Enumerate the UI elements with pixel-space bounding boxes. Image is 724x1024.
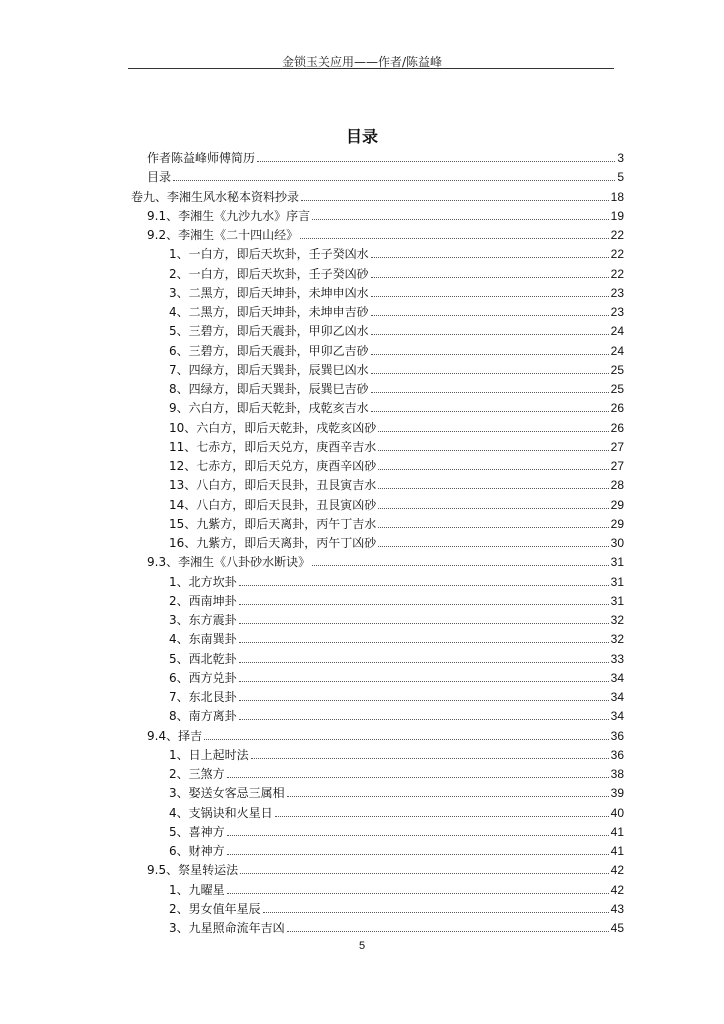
toc-dot-leader <box>371 354 609 355</box>
toc-entry-page: 23 <box>610 285 624 300</box>
toc-entry-title: 3、娶送女客忌三属相 <box>169 786 285 801</box>
toc-entry-page: 18 <box>610 189 624 204</box>
toc-entry-title: 2、西南坤卦 <box>169 593 237 608</box>
toc-entry-title: 8、四绿方，即后天巽卦，辰巽巳吉砂 <box>169 382 369 396</box>
toc-entry-page: 41 <box>610 824 624 839</box>
toc-entry[interactable] <box>169 302 624 320</box>
toc-dot-leader <box>371 315 609 316</box>
toc-entry[interactable] <box>169 610 624 628</box>
toc-entry[interactable] <box>169 418 624 436</box>
toc-dot-leader <box>287 796 609 797</box>
toc-entry-page: 27 <box>610 459 624 473</box>
toc-entry-page: 45 <box>610 921 624 935</box>
toc-dot-leader <box>227 854 609 855</box>
toc-dot-leader <box>239 662 609 663</box>
toc-entry-title: 6、西方兑卦 <box>169 670 237 685</box>
toc-entry[interactable] <box>169 398 624 416</box>
toc-entry-title: 3、东方震卦 <box>169 613 237 627</box>
toc-entry-page: 27 <box>610 439 624 454</box>
toc-entry-page: 22 <box>610 228 624 242</box>
toc-entry-page: 31 <box>610 555 624 570</box>
toc-entry-page: 39 <box>610 786 624 801</box>
toc-entry[interactable] <box>147 552 624 570</box>
toc-entry-title: 13、八白方，即后天艮卦，丑艮寅吉水 <box>169 478 377 493</box>
toc-entry-page: 42 <box>610 863 624 878</box>
toc-entry-page: 42 <box>610 882 624 897</box>
toc-dot-leader <box>378 488 608 489</box>
toc-entry-page: 29 <box>610 516 624 531</box>
toc-entry-title: 14、八白方，即后天艮卦，丑艮寅凶砂 <box>169 497 377 512</box>
toc-entry[interactable] <box>147 148 624 166</box>
toc-entry-page: 31 <box>610 593 624 608</box>
toc-entry-page: 25 <box>610 382 624 396</box>
toc-entry-page: 28 <box>610 478 624 493</box>
toc-entry-page: 32 <box>610 613 624 627</box>
toc-entry-title: 16、九紫方，即后天离卦，丙午丁凶砂 <box>169 536 377 550</box>
toc-entry-title: 5、西北乾卦 <box>169 651 237 666</box>
toc-entry-page: 22 <box>610 266 624 281</box>
toc-dot-leader <box>240 873 609 874</box>
toc-dot-leader <box>227 893 609 894</box>
toc-dot-leader <box>251 758 609 759</box>
toc-entry-page: 25 <box>610 362 624 377</box>
toc-entry-title: 1、北方坎卦 <box>169 574 237 589</box>
toc-entry-title: 1、一白方，即后天坎卦，壬子癸凶水 <box>169 247 369 262</box>
toc-entry[interactable] <box>169 687 624 705</box>
toc-entry[interactable] <box>169 379 624 397</box>
toc-dot-leader <box>257 161 615 162</box>
toc-entry-title: 12、七赤方，即后天兑方，庚酉辛凶砂 <box>169 459 377 473</box>
toc-dot-leader <box>312 565 609 566</box>
toc-dot-leader <box>204 739 609 740</box>
toc-entry-page: 24 <box>610 324 624 339</box>
toc-dot-leader <box>312 219 609 220</box>
toc-entry-page: 38 <box>610 767 624 781</box>
toc-entry-page: 34 <box>610 670 624 685</box>
toc-entry-title: 2、男女值年星辰 <box>169 901 261 916</box>
toc-entry-title: 7、四绿方，即后天巽卦，辰巽巳凶水 <box>169 362 369 377</box>
toc-entry-title: 9、六白方，即后天乾卦，戌乾亥吉水 <box>169 401 369 416</box>
toc-entry[interactable] <box>169 264 624 282</box>
toc-entry-title: 3、九星照命流年吉凶 <box>169 921 285 935</box>
toc-entry-page: 5 <box>617 170 624 185</box>
toc-entry-page: 3 <box>617 151 624 165</box>
toc-entry[interactable] <box>169 629 624 647</box>
toc-entry-page: 31 <box>610 574 624 589</box>
toc-dot-leader <box>371 334 609 335</box>
running-header: 金锁玉关应用——作者/陈益峰 <box>281 55 443 69</box>
toc-dot-leader <box>275 816 609 817</box>
toc-entry-title: 1、日上起时法 <box>169 747 249 762</box>
toc-entry-page: 19 <box>610 208 624 223</box>
toc-entry-title: 9.4、择吉 <box>147 728 203 743</box>
toc-entry[interactable] <box>147 206 624 224</box>
toc-entry[interactable] <box>131 187 624 205</box>
toc-entry[interactable] <box>147 726 624 744</box>
toc-entry-page: 26 <box>610 420 624 435</box>
toc-entry-title: 4、东南巽卦 <box>169 632 237 647</box>
toc-dot-leader <box>287 931 609 932</box>
toc-entry[interactable] <box>169 803 624 821</box>
toc-entry-title: 2、三煞方 <box>169 767 225 781</box>
toc-entry[interactable] <box>169 841 624 859</box>
toc-entry-title: 目录 <box>147 170 172 185</box>
toc-entry-page: 30 <box>610 536 624 550</box>
toc-entry-title: 作者陈益峰师傅简历 <box>147 151 256 165</box>
toc-dot-leader <box>371 257 609 258</box>
toc-entry-page: 36 <box>610 728 624 743</box>
toc-entry[interactable] <box>169 764 624 782</box>
toc-entry-title: 1、九曜星 <box>169 882 225 897</box>
toc-dot-leader <box>173 180 615 181</box>
toc-entry[interactable] <box>169 533 624 551</box>
toc-dot-leader <box>239 604 609 605</box>
toc-entry-title: 10、六白方，即后天乾卦，戌乾亥凶砂 <box>169 420 377 435</box>
toc-entry[interactable] <box>147 225 624 243</box>
toc-dot-leader <box>371 411 609 412</box>
toc-entry-title: 3、二黑方，即后天坤卦，未坤申凶水 <box>169 285 369 300</box>
toc-dot-leader <box>239 623 609 624</box>
toc-entry[interactable] <box>169 572 624 590</box>
toc-entry-title: 卷九、李湘生风水秘本资料抄录 <box>131 189 300 204</box>
toc-entry-page: 40 <box>610 805 624 820</box>
toc-entry[interactable] <box>169 649 624 667</box>
toc-entry[interactable] <box>169 706 624 724</box>
toc-entry[interactable] <box>147 167 624 185</box>
toc-entry-title: 8、南方离卦 <box>169 709 237 724</box>
toc-dot-leader <box>300 238 609 239</box>
toc-entry[interactable] <box>169 475 624 493</box>
toc-entry-title: 7、东北艮卦 <box>169 690 237 704</box>
toc-entry-page: 26 <box>610 401 624 416</box>
toc-dot-leader <box>227 835 609 836</box>
toc-dot-leader <box>378 431 608 432</box>
toc-entry[interactable] <box>169 283 624 301</box>
toc-entry-title: 5、喜神方 <box>169 824 225 839</box>
toc-dot-leader <box>371 277 609 278</box>
toc-entry-title: 15、九紫方，即后天离卦，丙午丁吉水 <box>169 516 377 531</box>
header-rule <box>128 68 614 69</box>
toc-dot-leader <box>227 777 609 778</box>
toc-entry[interactable] <box>169 745 624 763</box>
toc-entry[interactable] <box>169 341 624 359</box>
toc-entry[interactable] <box>169 783 624 801</box>
toc-dot-leader <box>239 719 609 720</box>
toc-dot-leader <box>378 508 608 509</box>
toc-dot-leader <box>371 373 609 374</box>
toc-dot-leader <box>301 200 609 201</box>
toc-entry-title: 6、三碧方，即后天震卦，甲卯乙吉砂 <box>169 343 369 358</box>
toc-entry-page: 33 <box>610 651 624 666</box>
toc-entry[interactable] <box>169 918 624 936</box>
toc-entry-page: 29 <box>610 497 624 512</box>
toc-entry[interactable] <box>169 437 624 455</box>
toc-entry-page: 34 <box>610 690 624 704</box>
toc-dot-leader <box>378 527 608 528</box>
toc-dot-leader <box>378 546 608 547</box>
toc-dot-leader <box>239 642 609 643</box>
toc-entry-title: 4、二黑方，即后天坤卦，未坤申吉砂 <box>169 305 369 319</box>
toc-entry[interactable] <box>169 456 624 474</box>
toc-entry[interactable] <box>169 514 624 532</box>
toc-entry[interactable] <box>169 899 624 917</box>
toc-entry[interactable] <box>169 822 624 840</box>
toc-entry-page: 41 <box>610 844 624 858</box>
toc-dot-leader <box>378 469 608 470</box>
toc-entry[interactable] <box>169 880 624 898</box>
toc-entry-page: 32 <box>610 632 624 647</box>
toc-entry[interactable] <box>147 860 624 878</box>
toc-entry[interactable] <box>169 321 624 339</box>
toc-entry-page: 36 <box>610 747 624 762</box>
toc-entry-page: 43 <box>610 901 624 916</box>
toc-entry-page: 34 <box>610 709 624 724</box>
page-number: 5 <box>358 940 366 952</box>
toc-dot-leader <box>239 700 609 701</box>
toc-entry-page: 22 <box>610 247 624 262</box>
toc-entry[interactable] <box>169 668 624 686</box>
toc-entry[interactable] <box>169 360 624 378</box>
toc-entry-title: 11、七赤方，即后天兑方，庚酉辛吉水 <box>169 439 377 454</box>
toc-entry-title: 9.3、李湘生《八卦砂水断诀》 <box>147 555 311 570</box>
toc-entry-title: 5、三碧方，即后天震卦，甲卯乙凶水 <box>169 324 369 339</box>
toc-heading: 目录 <box>345 127 378 146</box>
toc-entry-page: 24 <box>610 343 624 358</box>
toc-dot-leader <box>378 450 608 451</box>
toc-dot-leader <box>239 681 609 682</box>
toc-entry-title: 6、财神方 <box>169 844 225 858</box>
toc-entry-title: 9.1、李湘生《九沙九水》序言 <box>147 208 311 223</box>
toc-dot-leader <box>371 392 609 393</box>
toc-entry[interactable] <box>169 591 624 609</box>
toc-entry-title: 2、一白方，即后天坎卦，壬子癸凶砂 <box>169 266 369 281</box>
toc-dot-leader <box>239 585 609 586</box>
toc-entry[interactable] <box>169 495 624 513</box>
toc-entry-page: 23 <box>610 305 624 319</box>
toc-entry[interactable] <box>169 244 624 262</box>
toc-dot-leader <box>263 912 609 913</box>
toc-entry-title: 9.5、祭星转运法 <box>147 863 239 878</box>
toc-dot-leader <box>371 296 609 297</box>
toc-entry-title: 4、支锅诀和火星日 <box>169 805 273 820</box>
toc-entry-title: 9.2、李湘生《二十四山经》 <box>147 228 299 242</box>
